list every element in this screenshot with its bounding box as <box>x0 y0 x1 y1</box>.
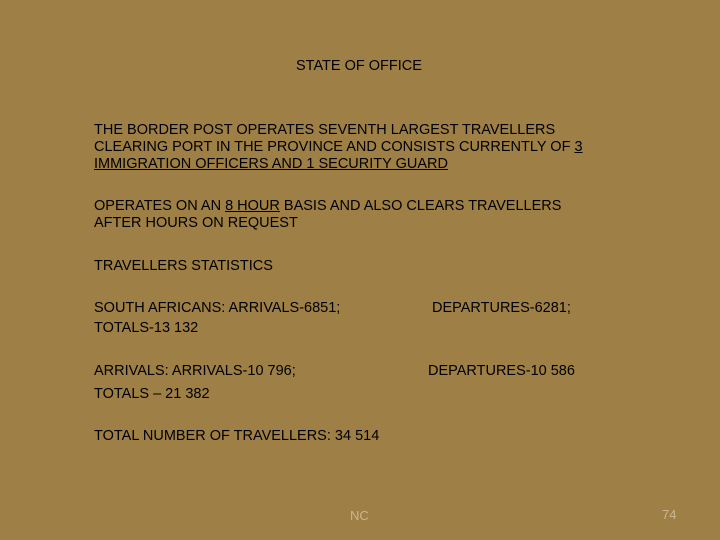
sa-totals: TOTALS-13 132 <box>94 320 199 336</box>
stats-heading: TRAVELLERS STATISTICS <box>94 258 273 274</box>
para1-line1: THE BORDER POST OPERATES SEVENTH LARGEST TRAVELLERS <box>94 122 556 138</box>
sa-arrivals: SOUTH AFRICANS: ARRIVALS-6851; <box>94 300 341 316</box>
page-number: 74 <box>662 507 677 522</box>
all-arrivals: ARRIVALS: ARRIVALS-10 796; <box>94 363 296 379</box>
para1-line3: IMMIGRATION OFFICERS AND 1 SECURITY GUARD <box>94 156 448 172</box>
para1-line2-text: CLEARING PORT IN THE PROVINCE AND CONSISTS CURRENTLY OF <box>94 139 575 155</box>
para1-line2 <box>94 139 583 156</box>
para2-line1-underlined: 8 HOUR <box>225 198 280 214</box>
para1-line2-number: 3 <box>574 139 583 155</box>
slide-title: STATE OF OFFICE <box>296 58 422 74</box>
sa-departures: DEPARTURES-6281; <box>432 300 571 316</box>
para2-line2: AFTER HOURS ON REQUEST <box>94 215 298 231</box>
total-travellers: TOTAL NUMBER OF TRAVELLERS: 34 514 <box>94 428 380 444</box>
all-totals: TOTALS – 21 382 <box>94 386 210 402</box>
all-departures: DEPARTURES-10 586 <box>428 363 575 379</box>
para2-line1 <box>94 198 561 215</box>
para2-line1-pre: OPERATES ON AN <box>94 198 226 214</box>
para2-line1-post: BASIS AND ALSO CLEARS TRAVELLERS <box>279 198 562 214</box>
footer-label: NC <box>350 508 369 523</box>
